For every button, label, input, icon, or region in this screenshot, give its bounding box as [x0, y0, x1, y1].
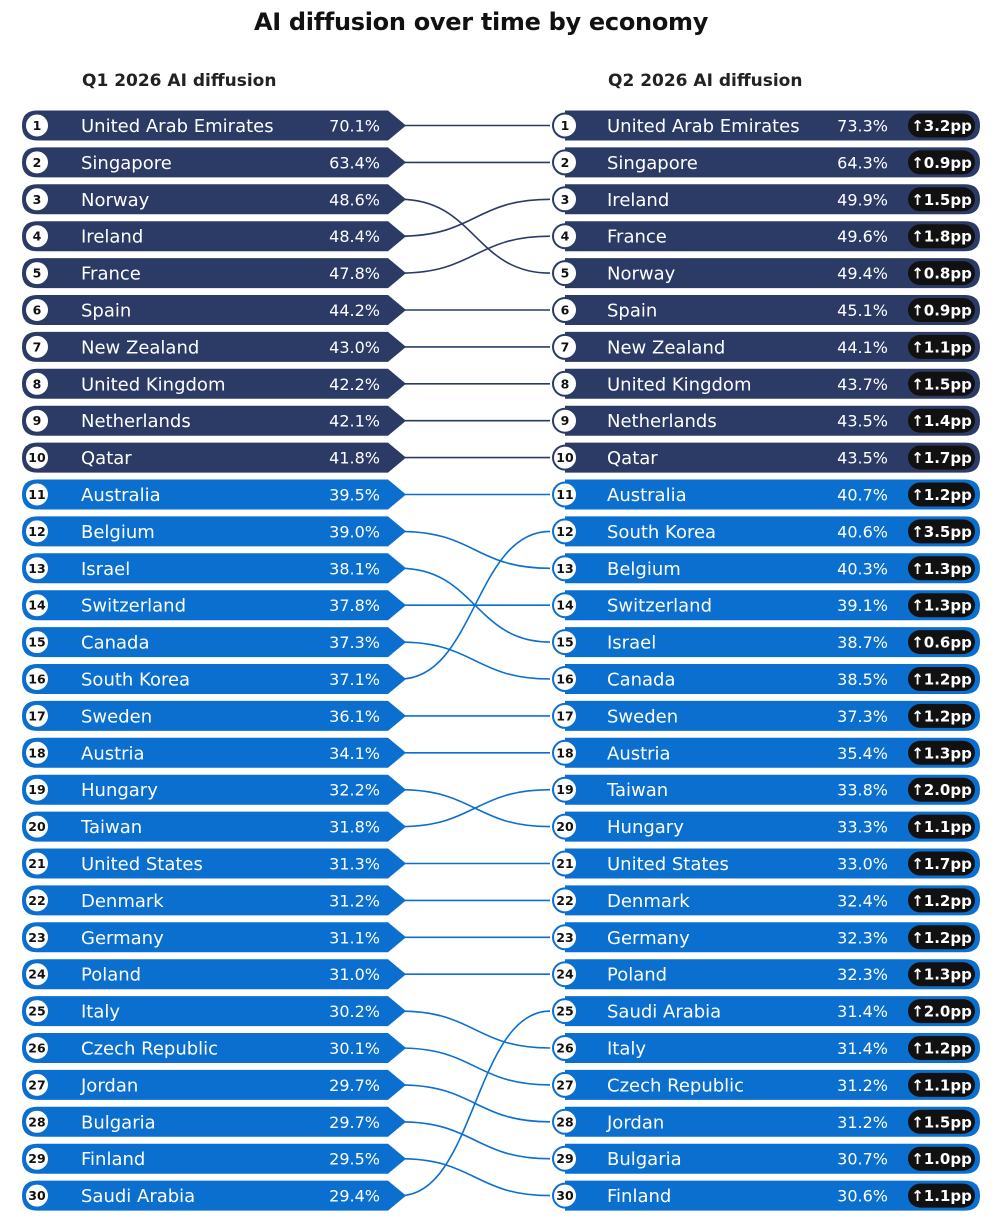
- q2-row: [553, 147, 980, 177]
- q1-country-name: New Zealand: [81, 337, 200, 359]
- q2-change-label: ↑1.5pp: [911, 190, 972, 209]
- connector-line: [400, 1011, 550, 1048]
- q1-value: 29.7%: [329, 1075, 380, 1095]
- q1-rank-label: 26: [28, 1040, 46, 1056]
- q2-country-name: Hungary: [607, 817, 684, 839]
- q1-rank-label: 4: [32, 228, 42, 244]
- q1-country-name: Saudi Arabia: [81, 1186, 196, 1208]
- q2-row: [553, 590, 980, 620]
- q1-row: [22, 1070, 406, 1100]
- q2-value: 31.4%: [837, 1039, 888, 1058]
- q2-country-name: Czech Republic: [607, 1075, 745, 1097]
- q2-value: 37.3%: [837, 706, 888, 726]
- q1-country-name: United States: [81, 854, 203, 875]
- q2-row: [553, 443, 980, 473]
- q1-row: [22, 406, 406, 436]
- q2-change-label: ↑2.0pp: [911, 1002, 972, 1021]
- q2-value: 31.4%: [837, 1002, 888, 1022]
- rank-connectors: [400, 126, 550, 1196]
- q2-row: [553, 516, 980, 546]
- q2-country-name: Belgium: [607, 558, 681, 580]
- q2-row: [553, 111, 980, 141]
- q2-row: [553, 775, 980, 805]
- q2-rank-label: 30: [556, 1188, 574, 1204]
- q2-country-name: Finland: [607, 1186, 672, 1208]
- q1-country-name: Norway: [81, 189, 150, 211]
- q2-value: 38.5%: [837, 670, 888, 689]
- q2-change-label: ↑1.1pp: [911, 1187, 972, 1206]
- q2-change-label: ↑3.2pp: [911, 117, 972, 135]
- q1-value: 70.1%: [329, 116, 380, 136]
- q2-row: [553, 369, 980, 399]
- q1-rank-label: 13: [28, 560, 46, 576]
- q2-change-label: ↑1.8pp: [911, 227, 972, 246]
- q1-value: 31.0%: [329, 965, 380, 985]
- q1-rank-label: 3: [32, 191, 42, 207]
- q1-row: [22, 664, 406, 694]
- q1-rank-label: 22: [28, 892, 46, 908]
- q2-change-label: ↑1.1pp: [911, 818, 972, 837]
- q2-row: [553, 295, 980, 325]
- q1-rank-label: 29: [28, 1151, 46, 1167]
- q2-change-label: ↑0.6pp: [911, 633, 972, 652]
- q2-value: 49.4%: [837, 264, 888, 284]
- q1-rank-label: 25: [28, 1003, 46, 1019]
- q1-row: [22, 922, 406, 952]
- q2-change-label: ↑1.5pp: [911, 375, 972, 394]
- q2-row: [553, 553, 980, 583]
- q2-rank-label: 28: [556, 1114, 574, 1130]
- q1-row: [22, 701, 406, 731]
- q2-value: 73.3%: [837, 116, 888, 136]
- q2-country-name: Canada: [607, 669, 676, 691]
- q1-country-name: Czech Republic: [81, 1038, 219, 1060]
- q2-country-name: Jordan: [607, 1112, 665, 1134]
- q1-country-name: Belgium: [81, 521, 155, 543]
- q2-country-name: Netherlands: [607, 411, 717, 433]
- q1-country-name: Taiwan: [81, 817, 143, 839]
- q1-rank-label: 16: [28, 671, 46, 687]
- q2-country-name: Switzerland: [607, 595, 712, 617]
- q1-country-name: Austria: [81, 743, 145, 765]
- q2-row: [553, 701, 980, 731]
- q2-country-name: France: [607, 226, 667, 248]
- q2-row: [553, 480, 980, 510]
- q2-row: [553, 1033, 980, 1063]
- q1-row: [22, 1107, 406, 1137]
- q2-value: 49.9%: [837, 190, 888, 210]
- q2-rank-label: 19: [556, 782, 574, 798]
- q2-change-label: ↑1.3pp: [911, 596, 972, 615]
- q1-country-name: Poland: [81, 964, 142, 986]
- q2-change-label: ↑1.0pp: [911, 1150, 972, 1169]
- q2-change-label: ↑1.7pp: [911, 855, 972, 873]
- q2-country-name: Singapore: [607, 152, 698, 174]
- q1-rank-label: 21: [28, 856, 46, 871]
- q1-rows: [22, 111, 406, 1211]
- connector-line: [400, 236, 550, 273]
- q1-country-name: Canada: [81, 632, 150, 654]
- q1-row: [22, 295, 406, 325]
- q2-country-name: Denmark: [607, 890, 690, 912]
- q2-value: 33.0%: [837, 854, 888, 874]
- q1-row: [22, 996, 406, 1026]
- q2-value: 35.4%: [837, 743, 888, 763]
- q2-change-label: ↑1.5pp: [911, 1113, 972, 1132]
- q1-country-name: Ireland: [81, 226, 144, 248]
- q1-value: 39.0%: [329, 522, 380, 542]
- q2-row: [553, 627, 980, 657]
- q2-rank-label: 21: [556, 856, 574, 871]
- q1-country-name: Israel: [81, 558, 131, 580]
- q2-change-label: ↑1.3pp: [911, 965, 972, 984]
- q2-rank-label: 10: [556, 450, 574, 466]
- q2-country-name: Australia: [607, 485, 687, 506]
- q2-row: [553, 849, 980, 879]
- q1-country-name: Switzerland: [81, 595, 186, 617]
- q2-rank-label: 12: [556, 523, 574, 539]
- q1-value: 29.5%: [329, 1149, 380, 1169]
- q2-rank-label: 27: [556, 1077, 574, 1093]
- q2-value: 32.3%: [837, 928, 888, 948]
- q1-value: 43.0%: [329, 337, 380, 357]
- q1-rank-label: 8: [32, 376, 42, 392]
- q1-rank-label: 5: [32, 265, 42, 281]
- q1-value: 37.3%: [329, 633, 380, 653]
- q2-country-name: Qatar: [607, 448, 658, 470]
- connector-line: [400, 1159, 550, 1196]
- q1-row: [22, 553, 406, 583]
- q1-value: 42.1%: [329, 411, 380, 431]
- q2-change-label: ↑1.2pp: [911, 891, 972, 910]
- connector-line: [400, 1122, 550, 1159]
- q2-row: [553, 959, 980, 989]
- q2-country-name: Norway: [607, 263, 676, 285]
- q1-row: [22, 959, 406, 989]
- q1-rank-label: 7: [32, 339, 42, 355]
- q2-rank-label: 1: [560, 118, 570, 133]
- q2-row: [553, 1070, 980, 1100]
- q2-country-name: Sweden: [607, 706, 679, 728]
- q1-rank-label: 17: [28, 708, 46, 724]
- q2-rank-label: 5: [560, 265, 570, 281]
- q2-rank-label: 15: [556, 634, 574, 650]
- q1-row: [22, 443, 406, 473]
- q2-rank-label: 11: [556, 487, 574, 502]
- q1-value: 47.8%: [329, 264, 380, 284]
- q1-value: 31.2%: [329, 891, 380, 911]
- q2-change-label: ↑3.5pp: [911, 522, 972, 541]
- q2-value: 33.8%: [837, 780, 888, 800]
- q2-change-label: ↑1.3pp: [911, 744, 972, 763]
- q2-country-name: Italy: [607, 1038, 647, 1060]
- q1-rank-label: 15: [28, 634, 46, 650]
- q1-country-name: Singapore: [81, 152, 172, 174]
- q2-rank-label: 3: [560, 191, 570, 207]
- q2-value: 43.5%: [837, 448, 888, 468]
- q2-row: [553, 1107, 980, 1137]
- q1-row: [22, 147, 406, 177]
- q2-country-name: Spain: [607, 300, 658, 322]
- q2-change-label: ↑1.2pp: [911, 928, 972, 947]
- q1-row: [22, 221, 406, 251]
- q1-rank-label: 23: [28, 929, 46, 945]
- q1-row: [22, 885, 406, 915]
- q2-row: [553, 885, 980, 915]
- q2-value: 64.3%: [837, 153, 888, 173]
- q2-country-name: Ireland: [607, 189, 670, 211]
- q2-change-label: ↑1.2pp: [911, 486, 972, 504]
- q1-value: 32.2%: [329, 780, 380, 800]
- q1-value: 30.1%: [329, 1039, 380, 1058]
- chart-title: AI diffusion over time by economy: [253, 8, 709, 36]
- q2-rank-label: 26: [556, 1040, 574, 1056]
- q2-change-label: ↑0.9pp: [911, 301, 972, 320]
- q2-value: 33.3%: [837, 817, 888, 837]
- q2-country-name: United States: [607, 854, 729, 875]
- q1-value: 63.4%: [329, 153, 380, 173]
- q1-value: 38.1%: [329, 559, 380, 579]
- q1-country-name: Finland: [81, 1149, 146, 1171]
- q1-row: [22, 111, 406, 141]
- q2-row: [553, 221, 980, 251]
- q1-country-name: Germany: [81, 927, 164, 949]
- q1-rank-label: 18: [28, 745, 46, 761]
- q2-rank-label: 29: [556, 1151, 574, 1167]
- q1-row: [22, 849, 406, 879]
- q1-value: 29.4%: [329, 1186, 380, 1206]
- q2-row: [553, 812, 980, 842]
- q2-change-label: ↑1.1pp: [911, 1076, 972, 1095]
- q2-rank-label: 13: [556, 560, 574, 576]
- q2-value: 31.2%: [837, 1075, 888, 1095]
- q1-country-name: Jordan: [81, 1075, 139, 1097]
- q1-country-name: Netherlands: [81, 411, 191, 433]
- q2-country-name: Germany: [607, 927, 690, 949]
- q1-value: 31.3%: [329, 854, 380, 874]
- q1-column-heading: Q1 2026 AI diffusion: [82, 71, 277, 91]
- q1-value: 31.8%: [329, 817, 380, 837]
- q2-rank-label: 2: [560, 154, 570, 170]
- q1-rank-label: 11: [28, 487, 46, 502]
- q2-value: 30.7%: [837, 1149, 888, 1169]
- q2-rank-label: 23: [556, 929, 574, 945]
- q2-value: 40.3%: [837, 559, 888, 579]
- q1-row: [22, 516, 406, 546]
- q2-country-name: Poland: [607, 964, 668, 986]
- q2-rank-label: 25: [556, 1003, 574, 1019]
- q1-row: [22, 1033, 406, 1063]
- q1-value: 36.1%: [329, 706, 380, 726]
- q2-value: 39.1%: [837, 596, 888, 616]
- q2-row: [553, 406, 980, 436]
- connector-line: [400, 1048, 550, 1085]
- q2-rank-label: 24: [556, 966, 574, 982]
- q2-rank-label: 20: [556, 819, 574, 835]
- q2-change-label: ↑0.8pp: [911, 264, 972, 283]
- q1-value: 29.7%: [329, 1112, 380, 1132]
- q2-country-name: Taiwan: [607, 780, 669, 802]
- q1-country-name: Hungary: [81, 780, 158, 802]
- q1-rank-label: 19: [28, 782, 46, 798]
- q2-value: 49.6%: [837, 227, 888, 247]
- q2-rank-label: 22: [556, 892, 574, 908]
- q2-country-name: United Kingdom: [607, 374, 752, 396]
- q1-country-name: France: [81, 263, 141, 285]
- q2-change-label: ↑1.1pp: [911, 338, 972, 357]
- q1-rank-label: 9: [32, 413, 42, 429]
- q2-rank-label: 4: [560, 228, 570, 244]
- q2-rows: [553, 111, 980, 1211]
- q1-country-name: United Kingdom: [81, 374, 226, 396]
- q2-row: [553, 258, 980, 288]
- q2-value: 32.3%: [837, 965, 888, 985]
- connector-line: [400, 199, 550, 236]
- q1-row: [22, 258, 406, 288]
- q2-change-label: ↑1.2pp: [911, 707, 972, 726]
- q2-rank-label: 17: [556, 708, 574, 724]
- q2-rank-label: 6: [560, 302, 570, 318]
- q2-value: 40.6%: [837, 522, 888, 542]
- q1-value: 34.1%: [329, 743, 380, 763]
- q2-country-name: Israel: [607, 632, 657, 654]
- q2-row: [553, 1144, 980, 1174]
- q2-value: 44.1%: [837, 337, 888, 357]
- q2-value: 32.4%: [837, 891, 888, 911]
- q1-row: [22, 480, 406, 510]
- q1-value: 39.5%: [329, 485, 380, 505]
- q2-column-heading: Q2 2026 AI diffusion: [608, 71, 803, 91]
- q1-country-name: Sweden: [81, 706, 153, 728]
- q2-row: [553, 996, 980, 1026]
- q1-rank-label: 12: [28, 523, 46, 539]
- q2-change-label: ↑0.9pp: [911, 153, 972, 172]
- q1-country-name: Italy: [81, 1001, 121, 1023]
- q1-country-name: South Korea: [81, 669, 191, 691]
- q1-value: 44.2%: [329, 301, 380, 320]
- q1-row: [22, 332, 406, 362]
- q2-value: 43.7%: [837, 374, 888, 394]
- q1-value: 37.1%: [329, 670, 380, 689]
- q2-value: 45.1%: [837, 301, 888, 320]
- q1-country-name: United Arab Emirates: [81, 116, 274, 137]
- q2-change-label: ↑1.7pp: [911, 449, 972, 468]
- q1-row: [22, 1181, 406, 1211]
- q1-country-name: Qatar: [81, 448, 132, 470]
- q1-value: 41.8%: [329, 448, 380, 468]
- q2-value: 30.6%: [837, 1186, 888, 1206]
- q2-rank-label: 16: [556, 671, 574, 687]
- connector-line: [400, 790, 550, 827]
- q2-change-label: ↑2.0pp: [911, 781, 972, 800]
- q1-value: 48.4%: [329, 227, 380, 247]
- q2-change-label: ↑1.4pp: [911, 412, 972, 431]
- q1-rank-label: 6: [32, 302, 42, 318]
- q2-country-name: Saudi Arabia: [607, 1001, 722, 1023]
- q1-rank-label: 14: [28, 597, 46, 613]
- q2-rank-label: 9: [560, 413, 570, 429]
- q2-country-name: United Arab Emirates: [607, 116, 800, 137]
- q1-rank-label: 2: [32, 154, 42, 170]
- q1-value: 31.1%: [329, 928, 380, 948]
- q2-row: [553, 1181, 980, 1211]
- q2-country-name: New Zealand: [607, 337, 726, 359]
- q2-row: [553, 922, 980, 952]
- q1-value: 30.2%: [329, 1002, 380, 1022]
- q2-change-label: ↑1.2pp: [911, 670, 972, 689]
- q2-rank-label: 18: [556, 745, 574, 761]
- q2-rank-label: 14: [556, 597, 574, 613]
- q2-value: 31.2%: [837, 1112, 888, 1132]
- q2-row: [553, 738, 980, 768]
- connector-line: [400, 199, 550, 273]
- q1-country-name: Spain: [81, 300, 132, 322]
- q1-rank-label: 30: [28, 1188, 46, 1204]
- q1-value: 42.2%: [329, 374, 380, 394]
- q1-row: [22, 812, 406, 842]
- q1-rank-label: 27: [28, 1077, 46, 1093]
- q1-row: [22, 738, 406, 768]
- q2-rank-label: 8: [560, 376, 570, 392]
- q2-row: [553, 664, 980, 694]
- q1-row: [22, 590, 406, 620]
- q2-change-label: ↑1.2pp: [911, 1039, 972, 1058]
- q1-country-name: Bulgaria: [81, 1112, 156, 1134]
- q2-row: [553, 332, 980, 362]
- q2-country-name: South Korea: [607, 521, 717, 543]
- q2-value: 40.7%: [837, 485, 888, 505]
- q1-rank-label: 28: [28, 1114, 46, 1130]
- q1-country-name: Denmark: [81, 890, 164, 912]
- q1-country-name: Australia: [81, 485, 161, 506]
- q2-rank-label: 7: [560, 339, 570, 355]
- q1-rank-label: 1: [32, 118, 42, 133]
- q1-rank-label: 20: [28, 819, 46, 835]
- q2-row: [553, 184, 980, 214]
- q1-value: 48.6%: [329, 190, 380, 210]
- q1-rank-label: 10: [28, 450, 46, 466]
- q1-rank-label: 24: [28, 966, 46, 982]
- q2-country-name: Austria: [607, 743, 671, 765]
- q1-value: 37.8%: [329, 596, 380, 616]
- q2-value: 43.5%: [837, 411, 888, 431]
- q1-row: [22, 775, 406, 805]
- q2-country-name: Bulgaria: [607, 1149, 682, 1171]
- q2-change-label: ↑1.3pp: [911, 559, 972, 578]
- q1-row: [22, 627, 406, 657]
- q1-row: [22, 1144, 406, 1174]
- q2-value: 38.7%: [837, 633, 888, 653]
- connector-line: [400, 1011, 550, 1196]
- q1-row: [22, 184, 406, 214]
- q1-row: [22, 369, 406, 399]
